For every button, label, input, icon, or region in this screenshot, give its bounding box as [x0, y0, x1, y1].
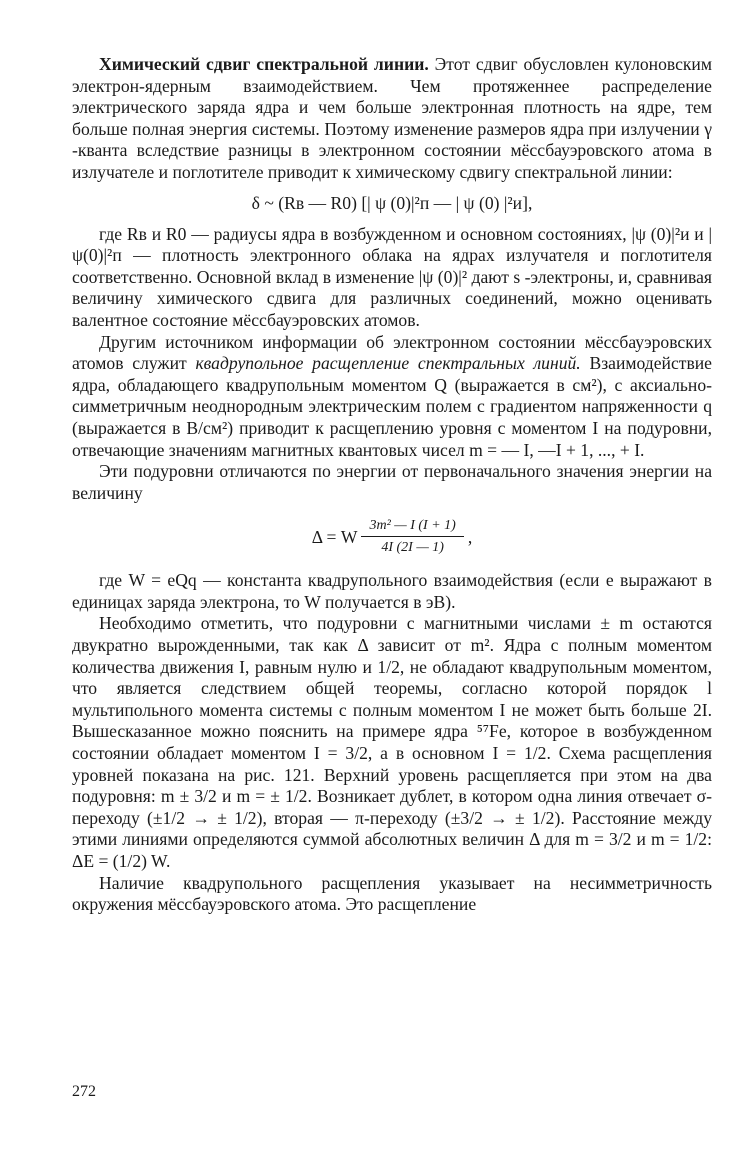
- page-number: 272: [72, 1083, 96, 1100]
- section-heading-chemical-shift: Химический сдвиг спектральной линии.: [99, 54, 429, 74]
- formula-numerator: 3m² — I (I + 1): [361, 518, 463, 537]
- formula-quadrupole-energy: [72, 518, 712, 556]
- formula-denominator: 4I (2I — 1): [381, 540, 444, 556]
- paragraph-text: Другим источником информации об электронном состоянии мёссбауэровских атомов служит: [72, 331, 712, 374]
- paragraph-degeneracy: Необходимо отметить, что подуровни с магнитными числами ± m остаются двукратно вырожденными, так как Δ зависит от m². Ядра с полным моментом количества движения I, равным нулю и 1/2, не обладают квадрупольным моментом, что является следствием общей теоремы, согласно которой порядок l мультипольного момента системы с полным моментом I не может быть больше 2I. Вышесказанное можно пояснить на примере ядра ⁵⁷Fe, которое в возбужденном состоянии обладает моментом I = 3/2, а в основном I = 1/2. Схема расщепления уровней показана на рис. 121. Верхний уровень расщепляется при этом на два подуровня: m ± 3/2 и m = ± 1/2. Возникает дублет, в котором одна линия отвечает σ-переходу (±1/2 → ± 1/2), вторая — π-переходу (±3/2 → ± 1/2). Расстояние между этими линиями определяются суммой абсолютных величин Δ для m = 3/2 и m = 1/2: ΔE = (1/2) W.: [72, 613, 712, 871]
- paragraph-asymmetry: Наличие квадрупольного расщепления указывает на несимметричность окружения мёссбауэровского атома. Это расщепление: [72, 872, 712, 915]
- emphasized-term: квадрупольное расщепление спектральных линий.: [195, 353, 581, 374]
- paragraph-radii-definition: где Rв и R0 — радиусы ядра в возбужденном и основном состояниях, |ψ (0)|²и и |ψ(0)|²п — плотность электронного облака на ядрах излучателя и поглотителя соответственно. Основной вклад в изменение |ψ (0)|² дают s -электроны, и, сравнивая величину химического сдвига для различных соединений, можно оценивать валентное состояние мёссбауэровских атомов.: [72, 223, 712, 330]
- formula-lhs: Δ = W: [311, 526, 358, 547]
- formula-tail: ,: [467, 526, 473, 547]
- formula-fraction: [361, 518, 463, 556]
- paragraph-text: Этот сдвиг обусловлен кулоновским электрон-ядерным взаимодействием. Чем протяженнее распределение электрического заряда ядра и чем больше электронная плотность на ядре, тем больше полная энергия системы. Поэтому изменение размеров ядра при излучении γ -кванта вследствие разницы в электронном состоянии мёссбауэровского атома в излучателе и поглотителе приводит к химическому сдвигу спектральной линии:: [72, 54, 712, 182]
- formula-chemical-shift: δ ~ (Rв — R0) [| ψ (0)|²п — | ψ (0) |²и],: [251, 192, 533, 213]
- paragraph-text: Взаимодействие ядра, обладающего квадрупольным моментом Q (выражается в см²), с аксиально-симметричным неоднородным электрическим полем с градиентом напряженности q (выражается в В/см²) приводит к расщеплению уровня с моментом I на подуровни, отвечающие значениям магнитных квантовых чисел m = — I, —I + 1, ..., + I.: [72, 353, 712, 460]
- paragraph-sublevels: Эти подуровни отличаются по энергии от первоначального значения энергии на величину: [72, 461, 712, 503]
- paragraph-w-constant: где W = eQq — константа квадрупольного взаимодействия (если e выражают в единицах заряда электрона, то W получается в эВ).: [72, 570, 712, 612]
- paragraph-chemical-shift: [72, 54, 712, 184]
- paragraph-quadrupole-splitting: [72, 332, 712, 462]
